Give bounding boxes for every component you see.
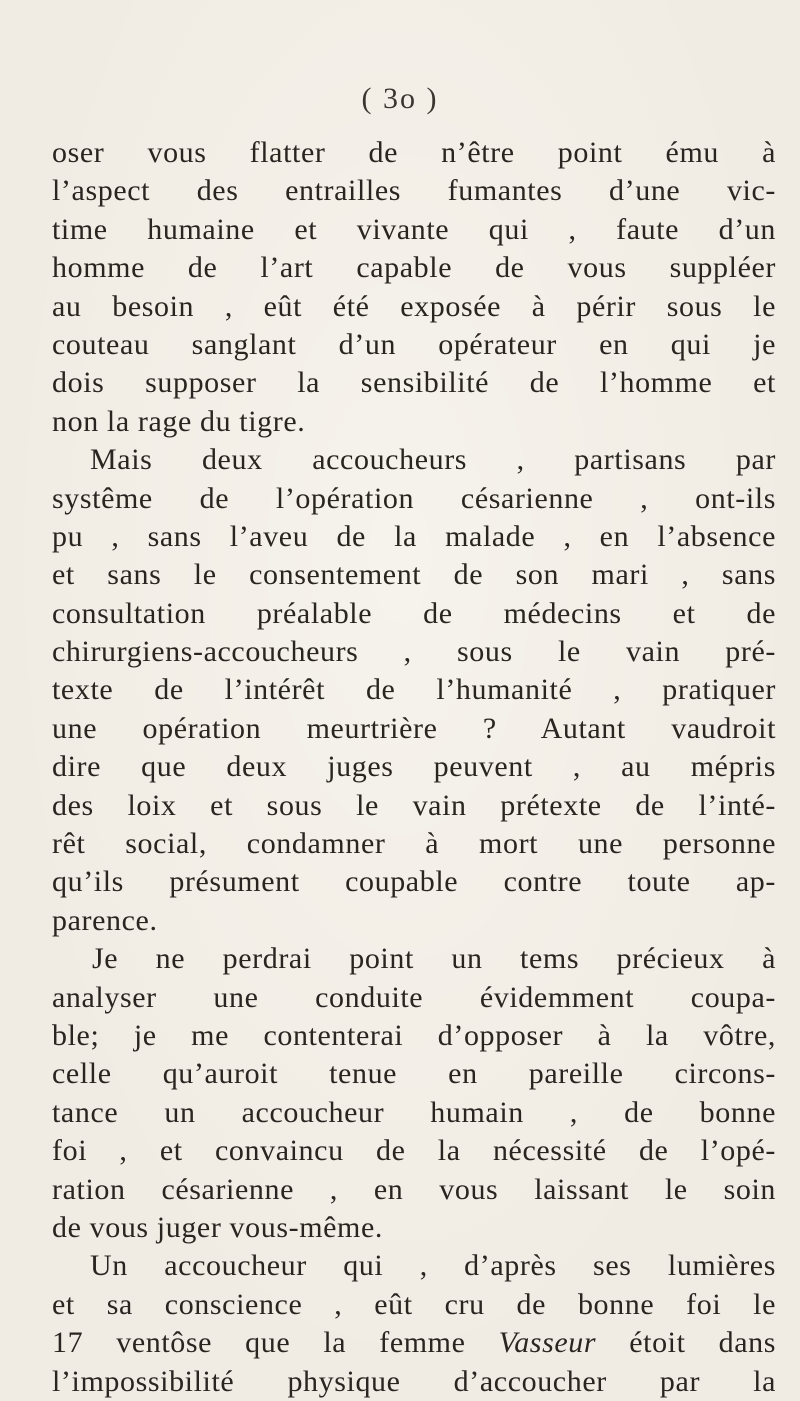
text-line: de vous juger vous-même. [52, 1210, 383, 1244]
text-line: pu , sans l’aveu de la malade , en l’absence [52, 519, 776, 553]
text-line [52, 1324, 776, 1362]
text-line: celle qu’auroit tenue en pareille circons- [52, 1057, 776, 1091]
paragraph-start-line: Je ne perdrai point un tems précieux à [92, 942, 776, 976]
text-line: couteau sanglant d’un opérateur en qui je [52, 327, 776, 361]
text-line: des loix et sous le vain prétexte de l’inté- [52, 788, 776, 822]
text-fragment: étoit dans [629, 1326, 776, 1360]
text-line: dire que deux juges peuvent , au mépris [52, 750, 776, 784]
text-line: oser vous flatter de n’être point ému à [52, 136, 776, 169]
text-line: l’impossibilité physique d’accoucher par la [52, 1364, 776, 1398]
text-fragment: 17 ventôse que la femme [52, 1326, 466, 1360]
text-line: ration césarienne , en vous laissant le soin [52, 1172, 776, 1206]
name-italic: Vasseur [498, 1326, 597, 1360]
text-line: texte de l’intérêt de l’humanité , pratiquer [52, 673, 776, 707]
text-line: tance un accoucheur humain , de bonne [52, 1095, 776, 1129]
text-line: l’aspect des entrailles fumantes d’une vic- [52, 174, 776, 208]
page-number: ( 3o ) [361, 82, 439, 115]
text-line: homme de l’art capable de vous suppléer [52, 251, 776, 285]
text-line: systême de l’opération césarienne , ont-ils [52, 481, 776, 515]
text-line: dois supposer la sensibilité de l’homme et [52, 366, 776, 400]
text-line: qu’ils présument coupable contre toute ap- [52, 865, 776, 899]
text-line: time humaine et vivante qui , faute d’un [52, 212, 776, 246]
body-text [52, 134, 776, 1401]
text-line: et sa conscience , eût cru de bonne foi le [52, 1287, 776, 1321]
text-line: rêt social, condamner à mort une personne [52, 827, 776, 861]
text-line: chirurgiens-accoucheurs , sous le vain pré- [52, 635, 776, 669]
text-line: consultation préalable de médecins et de [52, 596, 776, 630]
text-line: foi , et convaincu de la nécessité de l’opé- [52, 1134, 776, 1168]
text-line: au besoin , eût été exposée à périr sous le [52, 289, 776, 323]
text-line: une opération meurtrière ? Autant vaudroit [52, 711, 776, 745]
text-line: analyser une conduite évidemment coupa- [52, 980, 776, 1014]
text-line: et sans le consentement de son mari , sans [52, 558, 776, 592]
paragraph-start-line: Mais deux accoucheurs , partisans par [90, 443, 776, 477]
paragraph-start-line: Un accoucheur qui , d’après ses lumières [90, 1249, 776, 1283]
text-line: non la rage du tigre. [52, 404, 306, 438]
text-line: parence. [52, 903, 158, 937]
text-line: ble; je me contenterai d’opposer à la vôtre, [52, 1018, 776, 1052]
